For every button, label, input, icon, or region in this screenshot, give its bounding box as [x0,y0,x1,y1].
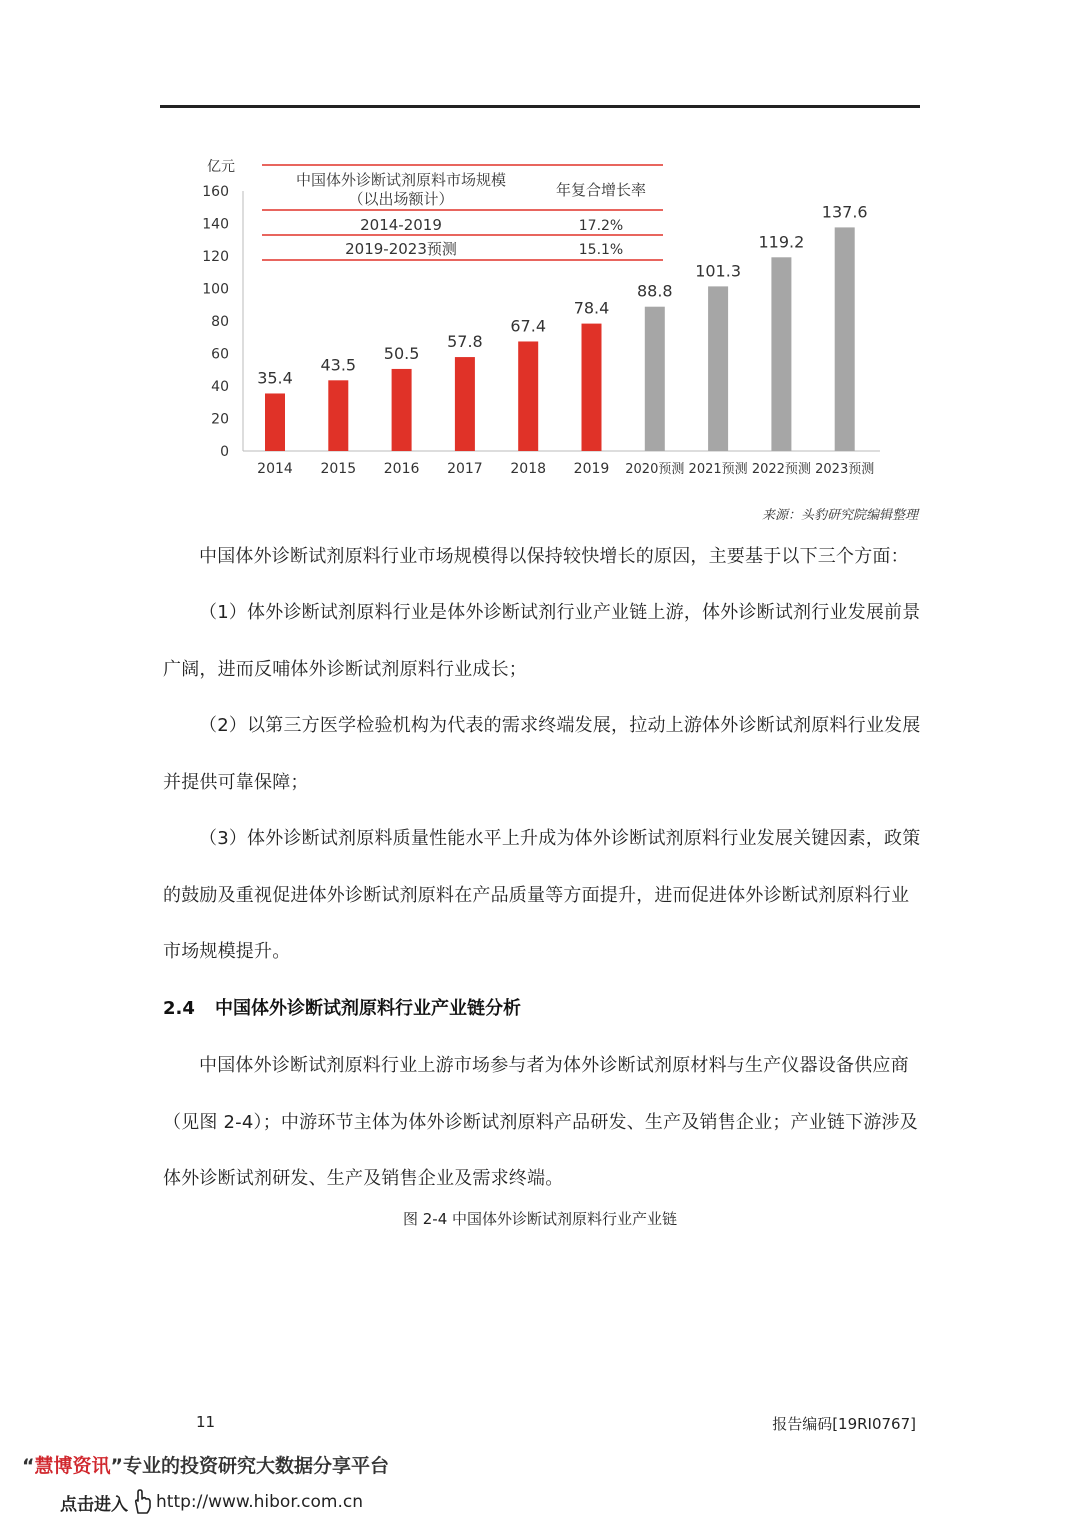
y-tick-label: 160 [202,184,229,200]
x-tick-label: 2022预测 [751,462,811,477]
hibor-url-link[interactable]: http://www.hibor.com.cn [156,1492,363,1512]
y-tick-label: 40 [211,379,229,395]
table-row1-rate: 17.2% [578,218,624,234]
table-header-measure: （以出场额计） [348,190,454,208]
y-tick-label: 100 [202,281,229,298]
table-row2-period: 2019-2023预测 [345,240,457,258]
banner-brand: 慧博资讯 [34,1455,111,1477]
paragraph-reason-1: （1）体外诊断试剂原料行业是体外诊断试剂行业产业链上游，体外诊断试剂行业发展前景广阔，进而反哺体外诊断试剂原料行业成长； [163,602,921,680]
click-text: 点击进入 [60,1494,128,1515]
banner-open-quote: “ [22,1455,35,1477]
bar-value-label: 50.5 [383,343,420,363]
bar-2 [392,369,412,451]
x-tick-label: 2018 [510,461,547,477]
chart-source: 来源：头豹研究院编辑整理 [761,508,918,523]
bar-value-label: 101.3 [695,261,742,281]
table-header-cagr: 年复合增长率 [555,181,647,199]
pointing-hand-icon [132,1489,152,1515]
y-axis-unit-label: 亿元 [207,159,235,175]
bar-3 [455,357,475,451]
report-code: 报告编码[19RI0767] [772,1415,916,1433]
bar-value-label: 78.4 [573,298,610,318]
y-tick-label: 120 [202,249,229,265]
x-tick-label: 2016 [383,461,420,477]
banner-close-quote: ” [110,1455,124,1477]
bar-7 [708,286,728,451]
x-tick-label: 2019 [573,461,610,477]
cagr-table [262,165,663,260]
y-tick-label: 60 [211,346,229,363]
bar-value-label: 57.8 [447,332,483,352]
figure-caption: 图 2-4 中国体外诊断试剂原料行业产业链 [402,1210,678,1228]
section-title: 中国体外诊断试剂原料行业产业链分析 [215,998,521,1019]
bar-value-label: 35.4 [257,368,293,388]
paragraph-reason-2: （2）以第三方医学检验机构为代表的需求终端发展，拉动上游体外诊断试剂原料行业发展并提供可靠保障； [163,715,921,793]
paragraph-growth-reasons: 中国体外诊断试剂原料行业市场规模得以保持较快增长的原因，主要基于以下三个方面： [199,546,909,567]
section-heading [163,994,521,1020]
bar-value-label: 67.4 [510,316,547,336]
bar-value-label: 88.8 [636,281,673,301]
bar-value-label: 43.5 [320,355,357,375]
y-tick-label: 80 [211,314,229,330]
paragraph-industry-chain: 中国体外诊断试剂原料行业上游市场参与者为体外诊断试剂原材料与生产仪器设备供应商（见图 2-4）；中游环节主体为体外诊断试剂原料产品研发、生产及销售企业；产业链下游涉及体外诊断试剂研发、生产及销售企业及需求终端。 [163,1055,918,1189]
market-size-bar-chart [190,140,890,490]
hibor-banner [22,1451,389,1478]
hibor-link-row[interactable] [60,1489,363,1515]
banner-slogan: 专业的投资研究大数据分享平台 [123,1455,390,1477]
y-axis-ticks [202,184,229,460]
bar-value-label: 119.2 [758,232,805,252]
bar-6 [645,307,665,451]
bar-4 [518,341,538,451]
x-tick-label: 2014 [257,461,293,477]
header-rule [160,105,920,108]
x-tick-label: 2017 [447,461,483,477]
bar-0 [265,393,285,451]
bar-value-label: 137.6 [821,202,868,222]
bar-5 [582,324,602,451]
table-row2-rate: 15.1% [578,242,624,258]
y-tick-label: 20 [211,411,229,428]
section-number: 2.4 [163,998,195,1019]
bar-1 [328,380,348,451]
x-tick-label: 2023预测 [815,462,875,477]
page-number: 11 [196,1413,216,1431]
bar-9 [835,227,855,451]
y-tick-label: 140 [202,216,229,233]
table-header-market-size: 中国体外诊断试剂原料市场规模 [295,171,507,189]
bar-8 [771,257,791,451]
table-row1-period: 2014-2019 [360,216,442,234]
x-tick-label: 2015 [320,461,357,477]
y-tick-label: 0 [220,444,229,460]
x-tick-label: 2020预测 [625,462,685,477]
paragraph-reason-3: （3）体外诊断试剂原料质量性能水平上升成为体外诊断试剂原料行业发展关键因素，政策的鼓励及重视促进体外诊断试剂原料在产品质量等方面提升，进而促进体外诊断试剂原料行业市场规模提升。 [163,828,921,962]
x-tick-label: 2021预测 [688,462,748,477]
